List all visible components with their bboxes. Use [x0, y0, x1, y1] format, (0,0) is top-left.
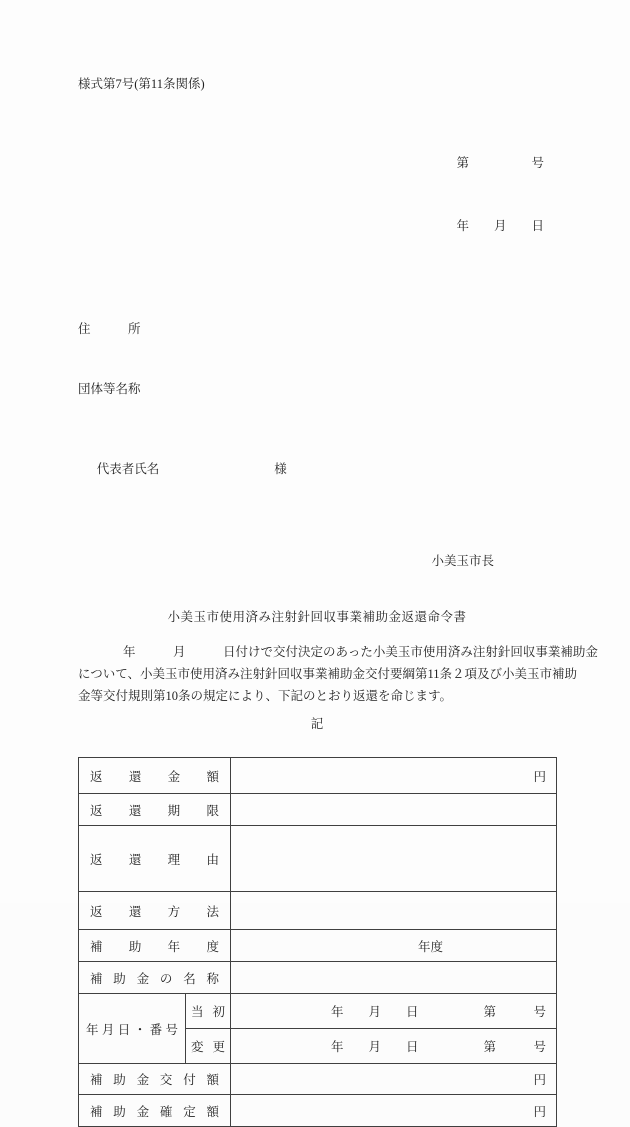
date-number-change-date: 年 月 日: [331, 1040, 419, 1054]
representative-line: [78, 439, 556, 499]
body-line-3: 金等交付規則第10条の規定により、下記のとおり返還を命じます。: [78, 689, 453, 703]
date-number-change-number: 第 号: [483, 1040, 547, 1054]
subsidy-year-label: 補助年度: [79, 930, 231, 962]
table-row-grant-amount: [79, 1064, 557, 1095]
grant-amount-label: 補助金交付額: [79, 1064, 231, 1095]
date-number-initial-number: 第 号: [483, 1005, 547, 1019]
body-paragraph: [78, 641, 598, 707]
table-row-subsidy-name: [79, 962, 557, 994]
refund-reason-label: 返還理由: [79, 826, 231, 892]
date-number-initial-value-cell: [231, 994, 557, 1029]
date-number-label: 年月日・番号: [79, 994, 186, 1064]
table-row-refund-reason: [79, 826, 557, 892]
issuer-mayor: 小美玉市長: [431, 554, 494, 568]
body-line-2: について、小美玉市使用済み注射針回収事業補助金交付要綱第11条２項及び小美玉市補助: [78, 667, 578, 681]
confirmed-amount-label: 補助金確定額: [79, 1095, 231, 1127]
grant-amount-value-cell: 円: [231, 1064, 557, 1095]
refund-deadline-label: 返還期限: [79, 794, 231, 826]
date-number-change-value-cell: [231, 1029, 557, 1064]
table-row-confirmed-amount: [79, 1095, 557, 1127]
refund-table: [78, 757, 557, 1127]
reference-block: [78, 111, 556, 279]
table-row-date-number-initial: [79, 994, 557, 1029]
confirmed-amount-value-cell: 円: [231, 1095, 557, 1127]
subsidy-name-value-cell: [231, 962, 557, 994]
subsidy-year-value-cell: 年度: [231, 930, 557, 962]
body-line-1: 年 月 日付けで交付決定のあった小美玉市使用済み注射針回収事業補助金: [123, 645, 598, 659]
date-number-initial-line: [231, 1002, 556, 1020]
refund-deadline-value-cell: [231, 794, 557, 826]
table-row-refund-method: [79, 892, 557, 930]
table-row-subsidy-year: [79, 930, 557, 962]
org-name-label: 団体等名称: [78, 382, 141, 396]
date-number-change-label: 変更: [186, 1029, 231, 1064]
honorific-sama: 様: [274, 462, 287, 476]
subsidy-name-label: 補助金の名称: [79, 962, 231, 994]
date-number-change-line: [231, 1037, 556, 1055]
address-label: 住 所: [78, 322, 141, 336]
recipient-block: [78, 279, 556, 539]
refund-amount-label: 返還金額: [79, 758, 231, 794]
refund-method-value-cell: [231, 892, 557, 930]
table-row-refund-deadline: [79, 794, 557, 826]
doc-number-line: 第 号: [456, 156, 544, 170]
date-line: 年 月 日: [456, 219, 544, 233]
form-number: 様式第7号(第11条関係): [78, 77, 205, 91]
table-row-refund-amount: [79, 758, 557, 794]
ki-mark: 記: [310, 717, 324, 731]
refund-amount-value-cell: 円: [231, 758, 557, 794]
document-title: 小美玉市使用済み注射針回収事業補助金返還命令書: [167, 610, 467, 624]
date-number-initial-date: 年 月 日: [331, 1005, 419, 1019]
date-number-initial-label: 当初: [186, 994, 231, 1029]
refund-reason-value-cell: [231, 826, 557, 892]
representative-label: 代表者氏名: [96, 462, 160, 476]
refund-method-label: 返還方法: [79, 892, 231, 930]
